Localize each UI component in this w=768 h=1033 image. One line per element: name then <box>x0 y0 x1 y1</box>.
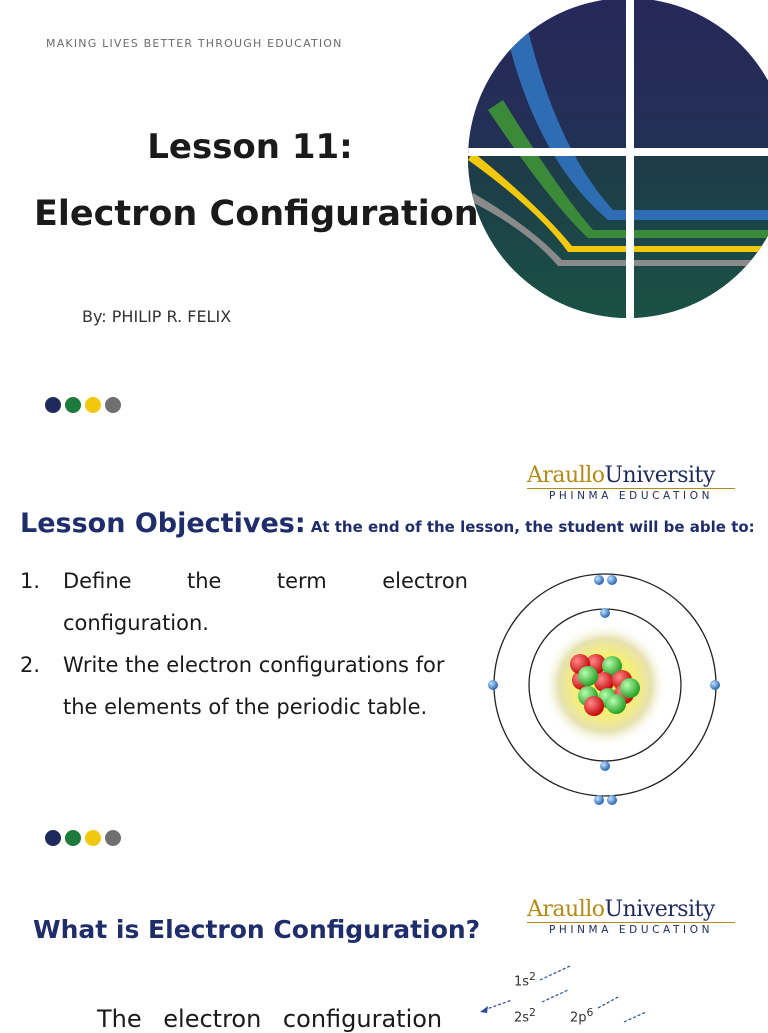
navy-dot <box>45 397 61 413</box>
objective-text-line2: the elements of the periodic table. <box>63 695 428 719</box>
author-line: By: PHILIP R. FELIX <box>82 307 232 326</box>
body-text: The electron configuration <box>97 1005 443 1033</box>
objective-item <box>20 560 468 644</box>
color-dots <box>45 830 121 846</box>
green-dot <box>65 830 81 846</box>
university-emblem <box>468 0 768 324</box>
brand-rule <box>527 922 735 923</box>
orbital-label: $1s^2$ <box>514 970 536 990</box>
navy-dot <box>45 830 61 846</box>
brand-name-part2: University <box>604 897 715 922</box>
objective-item <box>20 644 468 728</box>
orbital-diagram <box>470 958 700 1024</box>
orbital-label: $2s^2$ <box>514 1006 536 1026</box>
brand-name <box>527 897 735 922</box>
gray-dot <box>105 397 121 413</box>
lesson-number-title: Lesson 11: <box>147 127 353 167</box>
objective-text-line1: Write the electron configurations for <box>63 653 445 677</box>
objectives-title: Lesson Objectives: <box>20 508 306 539</box>
araullo-logo <box>527 463 735 502</box>
brand-rule <box>527 488 735 489</box>
brand-subtitle: PHINMA EDUCATION <box>548 490 714 502</box>
brand-name-part1: Araullo <box>527 463 605 488</box>
tagline: MAKING LIVES BETTER THROUGH EDUCATION <box>46 37 343 50</box>
brand-name-part2: University <box>604 463 715 488</box>
green-dot <box>65 397 81 413</box>
atom-illustration <box>484 572 728 812</box>
color-dots <box>45 397 121 413</box>
objectives-list <box>20 560 468 728</box>
objective-number: 1. <box>20 569 41 593</box>
yellow-dot <box>85 830 101 846</box>
section-heading: What is Electron Configuration? <box>33 915 481 944</box>
objectives-subtitle: At the end of the lesson, the student will be able to: <box>310 518 755 536</box>
objective-number: 2. <box>20 653 41 677</box>
objective-text-line2: configuration. <box>63 611 209 635</box>
gray-dot <box>105 830 121 846</box>
brand-name-part1: Araullo <box>527 897 605 922</box>
orbital-label: $2p^6$ <box>570 1006 594 1026</box>
brand-name <box>527 463 735 488</box>
objective-text-line1: Define the term electron <box>63 569 468 593</box>
araullo-logo <box>527 897 735 936</box>
objectives-heading <box>20 508 755 539</box>
brand-subtitle: PHINMA EDUCATION <box>548 924 714 936</box>
lesson-title: Electron Configuration <box>34 194 479 234</box>
yellow-dot <box>85 397 101 413</box>
